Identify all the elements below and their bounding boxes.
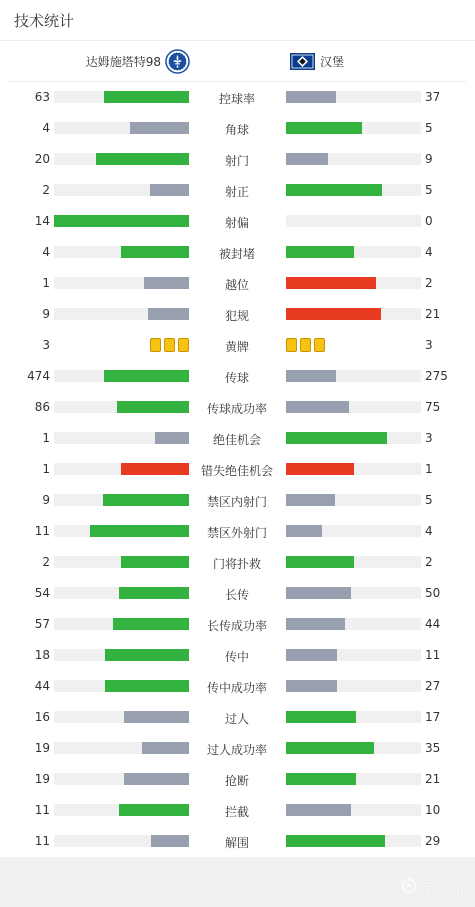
away-value: 50 — [425, 586, 441, 600]
stat-label: 射正 — [224, 185, 249, 199]
home-bar-track — [54, 556, 189, 568]
section-title: 技术统计 — [14, 12, 75, 30]
away-bar-track — [286, 649, 421, 661]
home-bar-track — [54, 649, 189, 661]
home-value: 4 — [42, 121, 50, 135]
away-bar-fill — [286, 618, 345, 630]
home-bar-track — [54, 246, 189, 258]
away-bar-track — [286, 835, 421, 847]
away-bar-fill — [286, 711, 356, 723]
away-bar-track — [286, 711, 421, 723]
stat-label: 过人 — [224, 712, 249, 726]
away-bar-track — [286, 618, 421, 630]
stat-row — [0, 361, 475, 392]
stat-row — [0, 175, 475, 206]
home-value: 9 — [42, 493, 50, 507]
home-value: 2 — [42, 555, 50, 569]
home-bar-fill — [150, 184, 189, 196]
stat-label: 黄牌 — [224, 340, 249, 354]
home-value: 19 — [34, 772, 50, 786]
away-bar-track — [286, 184, 421, 196]
home-bar-track — [54, 835, 189, 847]
away-bar-track — [286, 370, 421, 382]
stat-label: 解围 — [224, 836, 249, 850]
away-value: 275 — [425, 369, 448, 383]
watermark — [401, 877, 465, 898]
home-value: 3 — [42, 338, 50, 352]
home-bar-fill — [121, 556, 189, 568]
away-value: 75 — [425, 400, 441, 414]
home-value: 20 — [34, 152, 50, 166]
stats-list — [0, 82, 475, 857]
away-bar-fill — [286, 773, 356, 785]
away-value: 0 — [425, 214, 433, 228]
yellow-card-icon — [286, 338, 297, 352]
stat-row — [0, 423, 475, 454]
away-bar-fill — [286, 308, 381, 320]
away-bar-track — [286, 804, 421, 816]
away-bar-fill — [286, 401, 349, 413]
away-bar-fill — [286, 122, 362, 134]
stat-label: 禁区外射门 — [206, 526, 267, 540]
home-bar-fill — [142, 742, 189, 754]
home-team[interactable] — [86, 49, 190, 74]
stat-row — [0, 733, 475, 764]
home-yellow-cards — [150, 338, 189, 352]
home-bar-fill — [90, 525, 189, 537]
home-bar-fill — [104, 91, 189, 103]
away-bar-track — [286, 308, 421, 320]
home-team-name: 达姆施塔特98 — [85, 55, 161, 69]
stat-label: 长传 — [224, 588, 249, 602]
home-bar-fill — [121, 246, 189, 258]
stat-label: 绝佳机会 — [212, 433, 261, 447]
stat-label: 控球率 — [218, 92, 255, 106]
home-bar-track — [54, 370, 189, 382]
teams-header — [8, 41, 466, 82]
away-value: 17 — [425, 710, 441, 724]
away-value: 5 — [425, 493, 433, 507]
yellow-card-icon — [164, 338, 175, 352]
away-bar-fill — [286, 91, 336, 103]
away-bar-fill — [286, 184, 382, 196]
stat-row — [0, 330, 475, 361]
home-bar-fill — [113, 618, 189, 630]
stat-row — [0, 516, 475, 547]
stat-row — [0, 392, 475, 423]
away-bar-fill — [286, 680, 337, 692]
stat-row — [0, 485, 475, 516]
away-bar-fill — [286, 649, 337, 661]
away-bar-track — [286, 122, 421, 134]
home-value: 9 — [42, 307, 50, 321]
stat-row — [0, 609, 475, 640]
home-bar-fill — [130, 122, 189, 134]
home-value: 19 — [34, 741, 50, 755]
stat-row — [0, 702, 475, 733]
darmstadt-crest-icon — [165, 49, 190, 74]
home-bar-track — [54, 277, 189, 289]
away-value: 29 — [425, 834, 441, 848]
away-bar-track — [286, 742, 421, 754]
away-bar-fill — [286, 556, 354, 568]
away-bar-fill — [286, 246, 354, 258]
away-bar-fill — [286, 370, 336, 382]
away-value: 4 — [425, 245, 433, 259]
away-value: 1 — [425, 462, 433, 476]
away-value: 10 — [425, 803, 441, 817]
stat-row — [0, 268, 475, 299]
away-bar-track — [286, 773, 421, 785]
hamburg-crest-icon — [290, 49, 315, 74]
home-bar-fill — [104, 370, 189, 382]
home-bar-fill — [117, 401, 189, 413]
stat-label: 拦截 — [224, 805, 249, 819]
home-value: 4 — [42, 245, 50, 259]
stat-label: 越位 — [224, 278, 249, 292]
away-value: 9 — [425, 152, 433, 166]
away-bar-fill — [286, 463, 354, 475]
home-bar-track — [54, 711, 189, 723]
home-bar-fill — [148, 308, 189, 320]
home-value: 1 — [42, 431, 50, 445]
away-bar-track — [286, 215, 421, 227]
away-bar-track — [286, 277, 421, 289]
home-value: 11 — [34, 834, 50, 848]
away-value: 3 — [425, 431, 433, 445]
home-bar-track — [54, 308, 189, 320]
stat-label: 传中成功率 — [206, 681, 267, 695]
stat-label: 过人成功率 — [206, 743, 267, 757]
away-bar-track — [286, 432, 421, 444]
home-value: 474 — [27, 369, 50, 383]
away-value: 21 — [425, 307, 441, 321]
away-value: 2 — [425, 555, 433, 569]
home-bar-track — [54, 525, 189, 537]
stat-row — [0, 578, 475, 609]
home-bar-track — [54, 587, 189, 599]
away-yellow-cards — [286, 338, 325, 352]
home-bar-fill — [119, 804, 189, 816]
away-value: 5 — [425, 121, 433, 135]
away-bar-fill — [286, 525, 322, 537]
home-value: 14 — [34, 214, 50, 228]
home-value: 44 — [34, 679, 50, 693]
away-team-name: 汉堡 — [320, 55, 345, 69]
home-bar-track — [54, 494, 189, 506]
away-bar-track — [286, 587, 421, 599]
home-bar-track — [54, 680, 189, 692]
away-value: 35 — [425, 741, 441, 755]
yellow-card-icon — [150, 338, 161, 352]
home-bar-track — [54, 804, 189, 816]
home-bar-fill — [103, 494, 189, 506]
home-bar-track — [54, 742, 189, 754]
stat-row — [0, 82, 475, 113]
stat-row — [0, 826, 475, 857]
stat-row — [0, 764, 475, 795]
stat-row — [0, 640, 475, 671]
home-bar-track — [54, 463, 189, 475]
stat-row — [0, 237, 475, 268]
away-bar-track — [286, 246, 421, 258]
away-bar-fill — [286, 835, 385, 847]
home-bar-track — [54, 432, 189, 444]
away-value: 37 — [425, 90, 441, 104]
away-value: 3 — [425, 338, 433, 352]
stat-label: 角球 — [224, 123, 249, 137]
away-value: 27 — [425, 679, 441, 693]
watermark-text: 懂球帝 — [419, 879, 465, 897]
home-bar-fill — [105, 680, 189, 692]
stat-label: 传球成功率 — [206, 402, 267, 416]
away-bar-track — [286, 401, 421, 413]
home-value: 11 — [34, 524, 50, 538]
home-bar-track — [54, 401, 189, 413]
away-bar-fill — [286, 494, 335, 506]
footer — [0, 857, 475, 907]
football-icon — [401, 878, 417, 898]
section-header — [0, 0, 475, 41]
stat-label: 抢断 — [224, 774, 249, 788]
away-value: 21 — [425, 772, 441, 786]
home-bar-fill — [155, 432, 189, 444]
home-bar-track — [54, 91, 189, 103]
home-bar-fill — [121, 463, 189, 475]
home-bar-fill — [144, 277, 189, 289]
home-value: 63 — [34, 90, 50, 104]
home-bar-fill — [119, 587, 189, 599]
stat-label: 禁区内射门 — [206, 495, 267, 509]
stat-label: 长传成功率 — [206, 619, 267, 633]
away-bar-track — [286, 494, 421, 506]
away-bar-track — [286, 153, 421, 165]
away-bar-track — [286, 525, 421, 537]
away-value: 11 — [425, 648, 441, 662]
away-bar-fill — [286, 277, 376, 289]
home-value: 86 — [34, 400, 50, 414]
away-bar-track — [286, 91, 421, 103]
away-bar-track — [286, 680, 421, 692]
home-bar-fill — [124, 711, 189, 723]
home-bar-track — [54, 773, 189, 785]
home-bar-fill — [54, 215, 189, 227]
away-bar-fill — [286, 432, 387, 444]
home-value: 2 — [42, 183, 50, 197]
home-bar-fill — [96, 153, 189, 165]
stat-label: 犯规 — [224, 309, 249, 323]
home-value: 18 — [34, 648, 50, 662]
yellow-card-icon — [314, 338, 325, 352]
home-bar-track — [54, 122, 189, 134]
away-bar-track — [286, 556, 421, 568]
home-value: 54 — [34, 586, 50, 600]
home-value: 1 — [42, 462, 50, 476]
stat-label: 门将扑救 — [212, 557, 261, 571]
away-bar-track — [286, 463, 421, 475]
home-value: 57 — [34, 617, 50, 631]
away-value: 5 — [425, 183, 433, 197]
stat-row — [0, 795, 475, 826]
away-value: 4 — [425, 524, 433, 538]
home-bar-track — [54, 215, 189, 227]
yellow-card-icon — [300, 338, 311, 352]
stat-row — [0, 454, 475, 485]
home-value: 11 — [34, 803, 50, 817]
stat-row — [0, 113, 475, 144]
away-team[interactable] — [290, 49, 344, 74]
home-bar-fill — [124, 773, 189, 785]
home-bar-fill — [151, 835, 189, 847]
home-bar-track — [54, 153, 189, 165]
home-bar-fill — [105, 649, 189, 661]
away-value: 2 — [425, 276, 433, 290]
stat-label: 射偏 — [224, 216, 249, 230]
home-bar-track — [54, 618, 189, 630]
stat-row — [0, 547, 475, 578]
home-value: 16 — [34, 710, 50, 724]
away-value: 44 — [425, 617, 441, 631]
home-bar-track — [54, 184, 189, 196]
stat-row — [0, 206, 475, 237]
stat-label: 传中 — [224, 650, 249, 664]
away-bar-fill — [286, 587, 351, 599]
stat-label: 射门 — [224, 154, 249, 168]
away-bar-fill — [286, 804, 351, 816]
stat-row — [0, 671, 475, 702]
stat-row — [0, 144, 475, 175]
stat-label: 错失绝佳机会 — [200, 464, 273, 478]
away-bar-fill — [286, 742, 374, 754]
stat-row — [0, 299, 475, 330]
home-value: 1 — [42, 276, 50, 290]
stat-label: 传球 — [224, 371, 249, 385]
stat-label: 被封堵 — [218, 247, 255, 261]
away-bar-fill — [286, 153, 328, 165]
